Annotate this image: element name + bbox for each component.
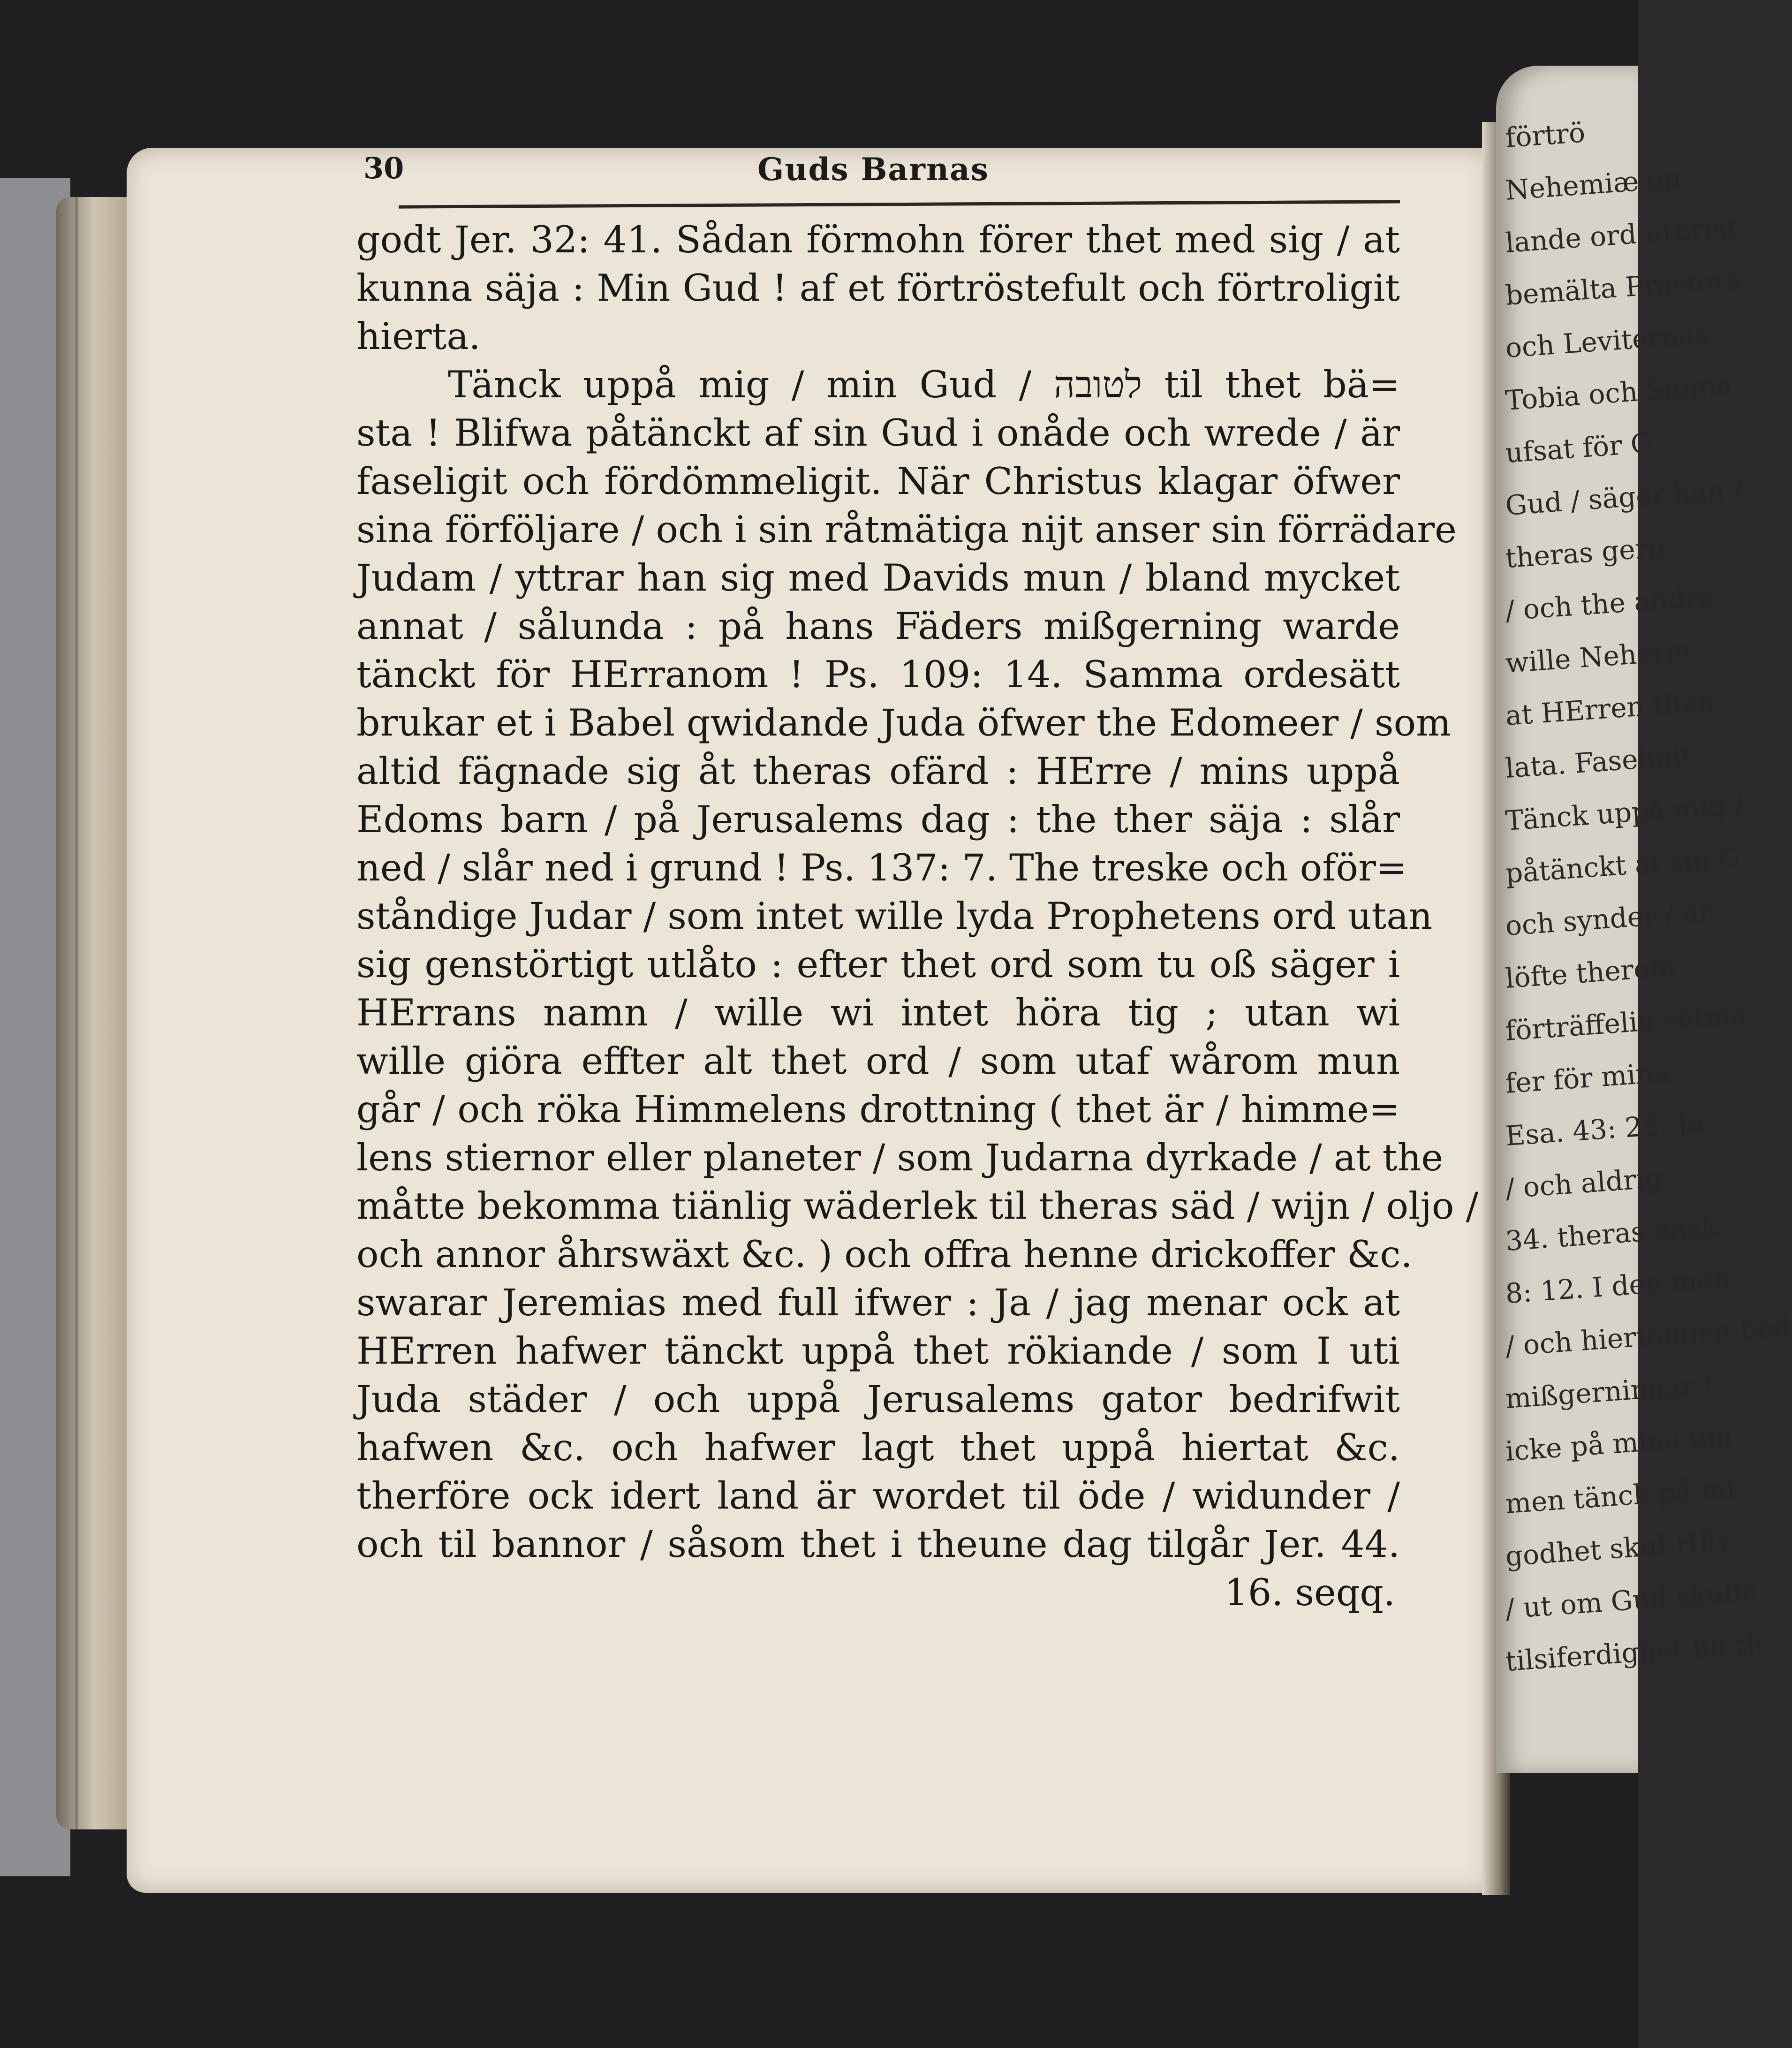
text-line: och til bannor / såsom thet i theune dag tilgår Jer. 44.	[356, 1523, 1400, 1566]
right-page-line: och Leviternas	[1504, 318, 1710, 364]
text-line: Edoms barn / på Jerusalems dag : the ther säja : slår	[356, 798, 1400, 841]
text-line: sina förföljare / och i sin råtmätiga nijt anser sin förrädare	[356, 508, 1457, 551]
right-page-line: / och aldrig	[1504, 1161, 1663, 1205]
text-line: ned / slår ned i grund ! Ps. 137: 7. The treske och oför=	[356, 846, 1407, 889]
right-page-line: lande ord utbrist	[1504, 211, 1739, 259]
right-page-line: Tobia och Sanna	[1504, 369, 1733, 417]
right-page-line: tilsiferdighet bli th	[1504, 1627, 1765, 1677]
right-page-line: / ut om Gud skulle	[1504, 1575, 1759, 1625]
right-page-line: at HErren then	[1504, 685, 1716, 732]
right-page-line: fer för mina	[1504, 1056, 1671, 1100]
running-head: Guds Barnas	[757, 151, 989, 188]
right-page-line: theras gern	[1504, 531, 1667, 574]
right-page-line: 34. theras onsk	[1504, 1210, 1719, 1257]
right-page-line: förträffelig sötma	[1504, 998, 1748, 1047]
text-line: HErren hafwer tänckt uppå thet rökiande / som I uti	[356, 1329, 1400, 1373]
right-page-line: / och the andra	[1504, 580, 1716, 627]
right-page-line: 8: 12. I den men	[1504, 1262, 1732, 1310]
text-line: HErrans namn / wille wi intet höra tig ; utan wi	[356, 991, 1400, 1034]
right-page-line: Tänck uppå mig /	[1504, 788, 1745, 837]
right-page-line: ufsat för G	[1504, 427, 1654, 469]
text-line: Judam / yttrar han sig med Davids mun / bland myc​ket	[356, 556, 1400, 599]
right-page-line: wille Neherm.	[1504, 634, 1701, 679]
right-page-line: Gud / säger han /	[1504, 473, 1744, 522]
text-line: swarar Jeremias med full ifwer : Ja / jag menar ock at	[356, 1281, 1400, 1324]
text-line: kunna säja : Min Gud ! af et förtröstefult och förtroligit	[356, 266, 1400, 310]
text-line: faseligit och fördömmeligit. När Christus klagar öfwer	[356, 460, 1400, 503]
fore-edge-stripe	[75, 197, 78, 1829]
right-page-line: Nehemiæ ön	[1504, 162, 1682, 206]
right-page-line: men tänck på mi	[1504, 1472, 1736, 1520]
text-line: måtte bekomma tiänlig wäderlek til theras säd / wijn / oljo /	[356, 1184, 1479, 1228]
text-line: 16. seqq.	[1224, 1571, 1395, 1614]
right-page-line: Esa. 43: 25. Ja	[1504, 1106, 1705, 1152]
text-line: hierta.	[356, 315, 481, 358]
text-line: Juda städer / och uppå Jerusalems gator bedrifwit	[356, 1378, 1400, 1421]
text-line: går / och röka Himmelens drottning ( thet är / himme=	[356, 1088, 1400, 1131]
text-line: tänckt för HErranom ! Ps. 109: 14. Samma ordesätt	[356, 653, 1400, 696]
text-line: och annor åhrswäxt &c. ) och offra henne drickoffer &c.	[356, 1233, 1413, 1276]
page-number: 30	[363, 151, 404, 185]
right-page-line: mißgerningar !	[1504, 1368, 1716, 1415]
right-page-line: påtänckt af sin G	[1504, 841, 1741, 889]
right-page-line: löfte therom	[1504, 950, 1677, 994]
right-page	[1496, 66, 1792, 1773]
page-header	[363, 151, 1395, 196]
text-line: ståndige Judar / som intet wille lyda Prophetens ord utan	[356, 895, 1433, 938]
ink-bleed-through	[356, 1689, 591, 1717]
text-line: brukar et i Babel qwidande Juda öfwer the Edomeer / som	[356, 701, 1452, 744]
text-line: Tänck uppå mig / min Gud / לטובה til thet bä=	[448, 363, 1400, 406]
right-page-line: förtrö	[1504, 116, 1587, 154]
right-page-line: godhet skul HEr	[1504, 1525, 1732, 1572]
text-line: sta ! Blifwa påtänckt af sin Gud i onåde och wrede / är	[356, 411, 1400, 455]
right-page-line: icke på mina um	[1504, 1419, 1734, 1467]
text-line: wille giöra effter alt thet ord / som utaf wårom mun	[356, 1039, 1400, 1083]
text-line: godt Jer. 32: 41. Sådan förmohn förer thet med sig / at	[356, 218, 1400, 261]
right-page-line: / och hierteligen bed	[1504, 1310, 1792, 1362]
text-line: altid fägnade sig åt theras ofärd : HErre / mins uppå	[356, 750, 1400, 793]
text-line: annat / sålunda : på hans Fäders mißgerning warde	[356, 605, 1400, 648]
text-line: lens stiernor eller planeter / som Judarna dyrkade / at the	[356, 1136, 1444, 1179]
text-line: hafwen &c. och hafwer lagt thet uppå hiertat &c.	[356, 1426, 1400, 1469]
body-text	[356, 216, 1479, 1617]
text-line: sig genstörtigt utlåto : efter thet ord som tu oß säger i	[356, 943, 1400, 986]
text-line: therföre ock idert land är wordet til öde / widunder /	[356, 1474, 1400, 1517]
right-page-line: lata. Faseligit	[1504, 739, 1694, 784]
right-page-line: bemälta Prästers	[1504, 263, 1742, 311]
right-page-line: och synder / är	[1504, 895, 1713, 942]
